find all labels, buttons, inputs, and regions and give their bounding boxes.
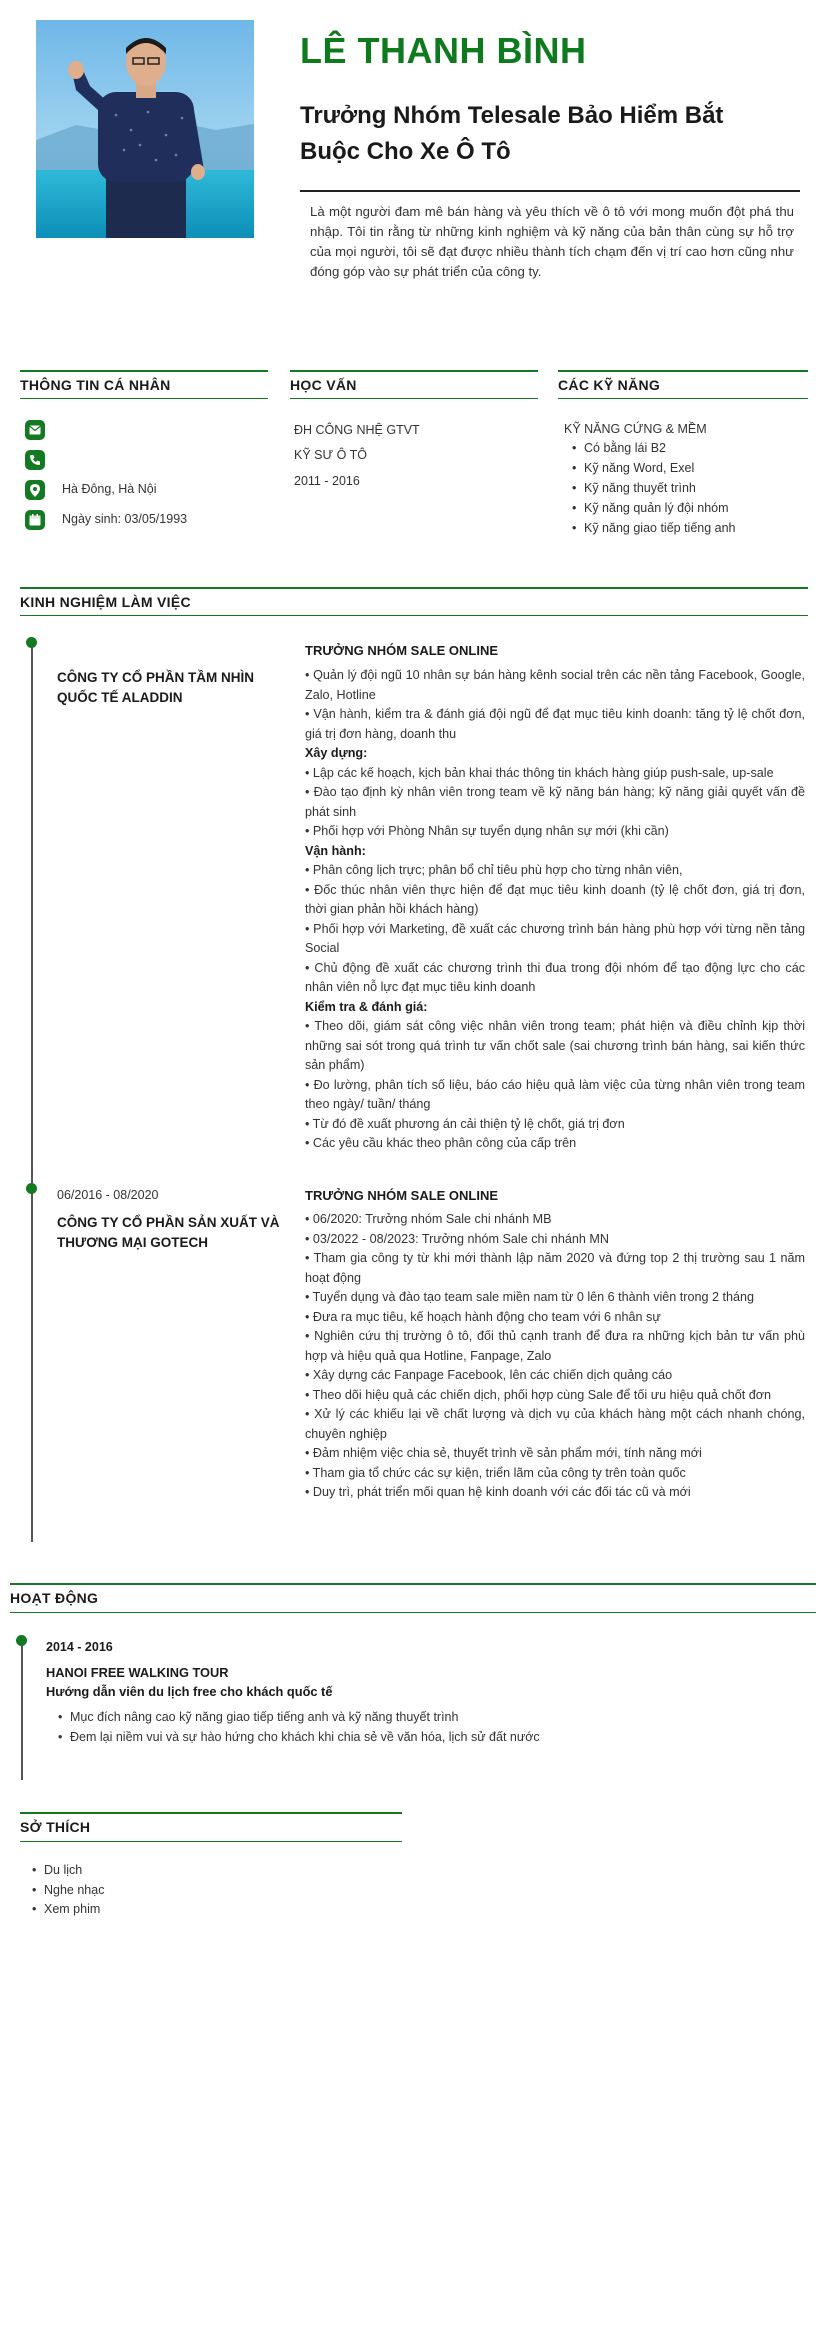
job-bullet: • Đào tạo định kỳ nhân viên trong team về kỹ năng bán hàng; kỹ năng giải quyết vấn đề phát sinh (305, 785, 805, 819)
job-bullet: • Theo dõi hiệu quả các chiến dịch, phối hợp cùng Sale để tối ưu hiệu quả chốt đơn (305, 1387, 772, 1402)
activities-timeline (21, 1640, 23, 1780)
activity-item: • Mục đích nâng cao kỹ năng giao tiếp tiếng anh và kỹ năng thuyết trình (56, 1707, 756, 1727)
job-bullet: • Lập các kế hoạch, kịch bản khai thác thông tin khách hàng giúp push-sale, up-sale (305, 765, 774, 780)
activity-date: 2014 - 2016 (46, 1640, 113, 1654)
skill-item: • Kỹ năng quản lý đội nhóm (564, 498, 804, 518)
activity-list (56, 1707, 756, 1747)
job-bullet: • Xử lý các khiếu lại về chất lượng và dịch vụ của khách hàng một cách nhanh chóng, chuyên nghiệp (305, 1407, 805, 1441)
education-rule-bottom (290, 398, 538, 399)
job-bullet: • Tuyển dụng và đào tạo team sale miền nam từ 0 lên 6 thành viên trong 2 tháng (305, 1290, 755, 1304)
job-bullet: • Phân công lịch trực; phân bổ chỉ tiêu phù hợp cho từng nhân viên, (305, 863, 683, 877)
education-school: ĐH CÔNG NHỆ GTVT (294, 423, 420, 437)
timeline-dot (16, 1635, 27, 1646)
skill-item: • Kỹ năng Word, Exel (564, 458, 804, 478)
job-bullet: • Xây dựng các Fanpage Facebook, lên các chiến dịch quảng cáo (305, 1368, 673, 1382)
skills-rule-bottom (558, 398, 808, 399)
hobbies-title: SỞ THÍCH (20, 1819, 91, 1835)
header-divider (300, 190, 800, 192)
hobbies-rule-top (20, 1812, 402, 1814)
job-description (305, 1210, 805, 1503)
email-icon (25, 420, 45, 440)
phone-icon (25, 450, 45, 470)
position-title: TRƯỞNG NHÓM SALE ONLINE (305, 1188, 499, 1203)
job-bullet: • 03/2022 - 08/2023: Trưởng nhóm Sale chi nhánh MN (305, 1231, 609, 1246)
job-bullet: • Phối hợp với Marketing, đề xuất các chương trình bán hàng phù hợp với từng nền tảng Social (305, 921, 805, 955)
personal-rule-top (20, 370, 268, 372)
job-description (305, 666, 805, 1154)
location-icon (25, 480, 45, 500)
hobby-item: • Du lịch (32, 1861, 232, 1881)
activities-title: HOẠT ĐỘNG (10, 1590, 99, 1606)
hobby-item: • Nghe nhạc (32, 1881, 232, 1901)
experience-rule-bottom (20, 615, 808, 616)
education-degree: KỸ SƯ Ô TÔ (294, 448, 367, 462)
job-bullet: • Các yêu cầu khác theo phân công của cấp trên (305, 1136, 577, 1150)
timeline-dot (26, 637, 37, 648)
activity-role: Hướng dẫn viên du lịch free cho khách quốc tế (46, 1684, 333, 1699)
candidate-name: LÊ THANH BÌNH (300, 30, 587, 71)
job-bullet: • Nghiên cứu thị trường ô tô, đối thủ cạnh tranh để đưa ra những kịch bản tư vấn phù hợp và hiệu quả qua Hotline, Fanpage, Zalo (305, 1329, 805, 1363)
job-date: 06/2016 - 08/2020 (57, 1188, 159, 1202)
calendar-icon (25, 510, 45, 530)
hobbies-list (32, 1861, 232, 1920)
personal-rule-bottom (20, 398, 268, 399)
skill-item: • Kỹ năng giao tiếp tiếng anh (564, 518, 804, 538)
job-bullet: • Tham gia tổ chức các sự kiện, triển lãm của công ty trên toàn quốc (305, 1465, 686, 1480)
profile-photo (36, 20, 254, 238)
company-name: CÔNG TY CỔ PHẦN TẦM NHÌN QUỐC TẾ ALADDIN (57, 670, 255, 705)
personal-title: THÔNG TIN CÁ NHÂN (20, 377, 171, 393)
job-bullet: • Đưa ra mục tiêu, kế hoạch hành động cho team với 6 nhân sự (305, 1309, 661, 1324)
skills-list (564, 438, 804, 538)
address: Hà Đông, Hà Nội (62, 482, 157, 496)
experience-title: KINH NGHIỆM LÀM VIỆC (20, 594, 191, 610)
activities-rule-top (10, 1583, 816, 1585)
job-bullet: • Theo dõi, giám sát công việc nhân viên trong team; phát hiện và điều chỉnh kịp thời những sai sót trong quá trình tư vấn chốt sale (sai chương trình bán hàng, sai kiến thức sản phẩm) (305, 1019, 805, 1072)
job-subheading: Vận hành: (305, 843, 366, 858)
hobbies-rule-bottom (20, 1841, 402, 1842)
job-bullet: • Phối hợp với Phòng Nhân sự tuyển dụng nhân sự mới (khi cần) (305, 824, 669, 838)
job-bullet: • Đảm nhiệm việc chia sẻ, thuyết trình về sản phẩm mới, tính năng mới (305, 1446, 702, 1460)
activities-rule-bottom (10, 1612, 816, 1613)
education-rule-top (290, 370, 538, 372)
job-bullet: • Chủ động đề xuất các chương trình thi đua trong đội nhóm để tạo động lực cho các nhân viên nỗ lực đạt mục tiêu kinh doanh (305, 960, 805, 994)
experience-timeline (31, 642, 33, 1542)
education-title: HỌC VẤN (290, 377, 357, 393)
skill-item: • Kỹ năng thuyết trình (564, 478, 804, 498)
skills-rule-top (558, 370, 808, 372)
job-bullet: • Quản lý đội ngũ 10 nhân sự bán hàng kênh social trên các nền tảng Facebook, Google, Zalo, Hotline (305, 668, 805, 702)
job-bullet: • Vận hành, kiểm tra & đánh giá đội ngũ để đạt mục tiêu kinh doanh: tăng tỷ lệ chốt đơn, giá trị đơn hàng, doanh thu (305, 707, 805, 741)
activity-item: • Đem lại niềm vui và sự hào hứng cho khách khi chia sẻ về văn hóa, lịch sử đất nước (56, 1727, 756, 1747)
timeline-dot (26, 1183, 37, 1194)
position-title: TRƯỞNG NHÓM SALE ONLINE (305, 643, 499, 658)
career-summary: Là một người đam mê bán hàng và yêu thích về ô tô với mong muốn đột phá thu nhập. Tôi tin rằng từ những kinh nghiệm và kỹ năng của bản thân cùng sự hỗ trợ của mọi người, tôi sẽ đạt được nhiều thành tích chạm đến vị trí cao hơn cũng như đóng góp vào sự phát triển của công ty. (310, 204, 794, 279)
job-bullet: • Đốc thúc nhân viên thực hiện để đạt mục tiêu kinh doanh (tỷ lệ chốt đơn, giá trị đơn, thời gian phản hồi khách hàng) (305, 882, 805, 916)
skills-title: CÁC KỸ NĂNG (558, 377, 661, 393)
company-name: CÔNG TY CỔ PHẦN SẢN XUẤT VÀ THƯƠNG MẠI GOTECH (57, 1215, 280, 1250)
job-bullet: • Đo lường, phân tích số liệu, báo cáo hiệu quả làm việc của từng nhân viên trong team theo ngày/ tuần/ tháng (305, 1077, 805, 1111)
activity-org: HANOI FREE WALKING TOUR (46, 1665, 229, 1680)
job-bullet: • Tham gia công ty từ khi mới thành lập năm 2020 và đứng top 2 thị trường sau 1 năm hoạt động (305, 1251, 805, 1285)
skills-group: KỸ NĂNG CỨNG & MỀM (564, 422, 707, 436)
job-bullet: • Từ đó đề xuất phương án cải thiện tỷ lệ chốt, giá trị đơn (305, 1116, 625, 1131)
job-bullet: • Duy trì, phát triển mối quan hệ kinh doanh với các đối tác cũ và mới (305, 1485, 691, 1499)
skill-item: • Có bằng lái B2 (564, 438, 804, 458)
job-bullet: • 06/2020: Trưởng nhóm Sale chi nhánh MB (305, 1212, 552, 1226)
birthday: Ngày sinh: 03/05/1993 (62, 512, 188, 526)
job-title: Trưởng Nhóm Telesale Bảo Hiểm Bắt Buộc Cho Xe Ô Tô (300, 102, 724, 165)
hobby-item: • Xem phim (32, 1900, 232, 1920)
education-years: 2011 - 2016 (294, 474, 360, 488)
experience-rule-top (20, 587, 808, 589)
job-subheading: Kiểm tra & đánh giá: (305, 999, 428, 1014)
job-subheading: Xây dựng: (305, 746, 368, 760)
